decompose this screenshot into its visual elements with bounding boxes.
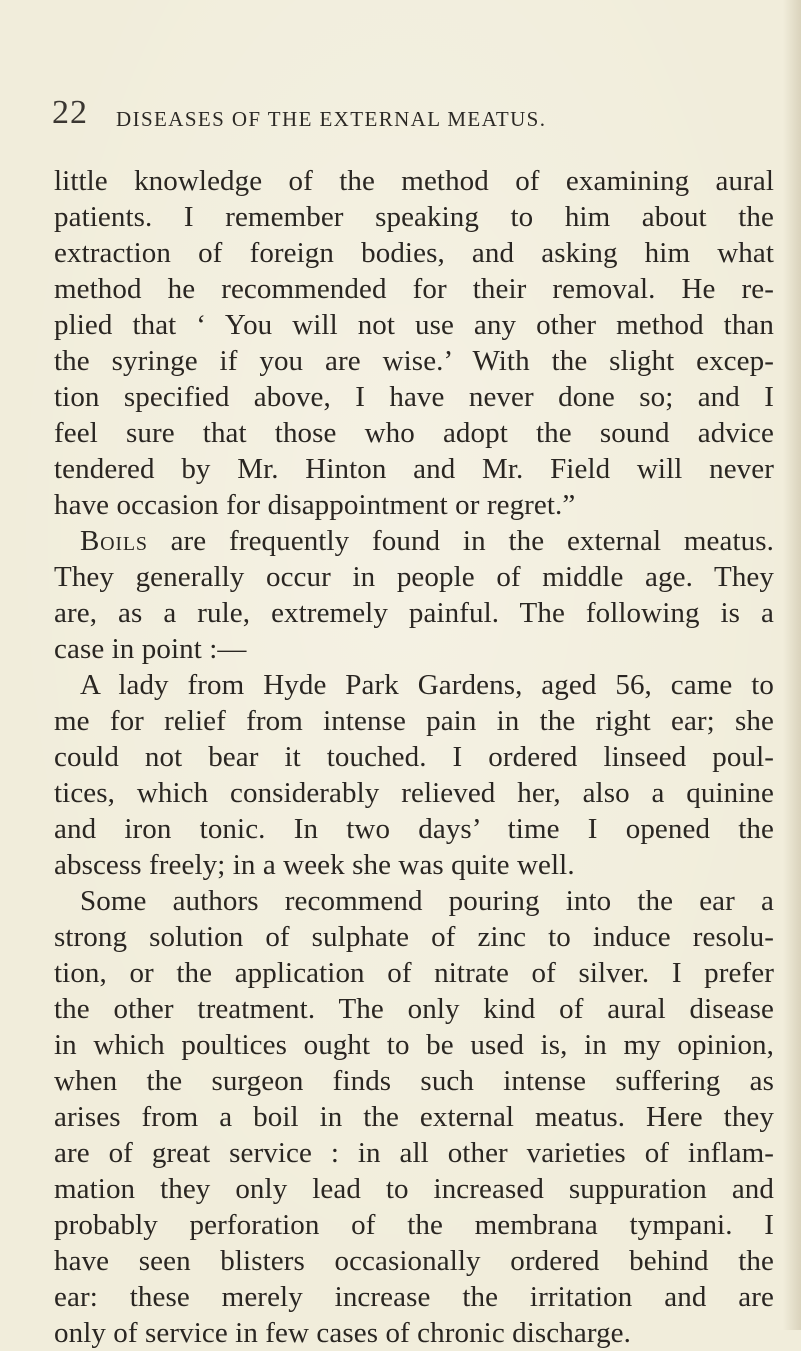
text-line: tices, which considerably relieved her, also a quinine [54,777,774,809]
text-line: the other treatment. The only kind of aural disease [54,993,774,1025]
text-line: tendered by Mr. Hinton and Mr. Field will never [54,453,774,485]
text-line: plied that ‘ You will not use any other method than [54,309,774,341]
text-line: method he recommended for their removal. He re- [54,273,774,305]
text-line: extraction of foreign bodies, and asking him what [54,237,774,269]
text-line: strong solution of sulphate of zinc to induce resolu- [54,921,774,953]
text-line: abscess freely; in a week she was quite well. [54,849,575,881]
text-line: arises from a boil in the external meatus. Here they [54,1101,774,1133]
text-line: Some authors recommend pouring into the ear a [80,885,774,917]
text-line: the syringe if you are wise.’ With the slight excep- [54,345,774,377]
body-text [54,163,774,1351]
text-line: in which poultices ought to be used is, in my opinion, [54,1029,774,1061]
running-title: DISEASES OF THE EXTERNAL MEATUS. [116,107,547,131]
text-line: feel sure that those who adopt the sound advice [54,417,774,449]
text-line: little knowledge of the method of examining aural [54,165,774,197]
text-line: could not bear it touched. I ordered linseed poul- [54,741,774,773]
text-line: are, as a rule, extremely painful. The following is a [54,597,774,629]
text-line: They generally occur in people of middle age. They [54,561,774,593]
boils-heading: Boils [80,525,148,557]
text-line: and iron tonic. In two days’ time I opened the [54,813,774,845]
text-line: probably perforation of the membrana tympani. I [54,1209,774,1241]
text-line: have occasion for disappointment or regret.” [54,489,576,521]
text-line: tion, or the application of nitrate of silver. I prefer [54,957,774,989]
text-line: case in point :— [54,633,247,665]
text-line: only of service in few cases of chronic discharge. [54,1317,631,1349]
text-line: are of great service : in all other varieties of inflam- [54,1137,774,1169]
page-edge-shadow [783,0,801,1330]
text-line: me for relief from intense pain in the right ear; she [54,705,774,737]
text-line: when the surgeon finds such intense suffering as [54,1065,774,1097]
text-line: patients. I remember speaking to him about the [54,201,774,233]
page-number: 22 [52,94,88,131]
text-line: A lady from Hyde Park Gardens, aged 56, came to [80,669,774,701]
text-line: ear: these merely increase the irritation and are [54,1281,774,1313]
text-line: tion specified above, I have never done so; and I [54,381,774,413]
boils-paragraph-line [54,523,774,559]
boils-line-text: are frequently found in the external meatus. [170,525,774,557]
text-line: have seen blisters occasionally ordered behind the [54,1245,774,1277]
page-header [52,88,752,138]
text-line: mation they only lead to increased suppuration and [54,1173,774,1205]
